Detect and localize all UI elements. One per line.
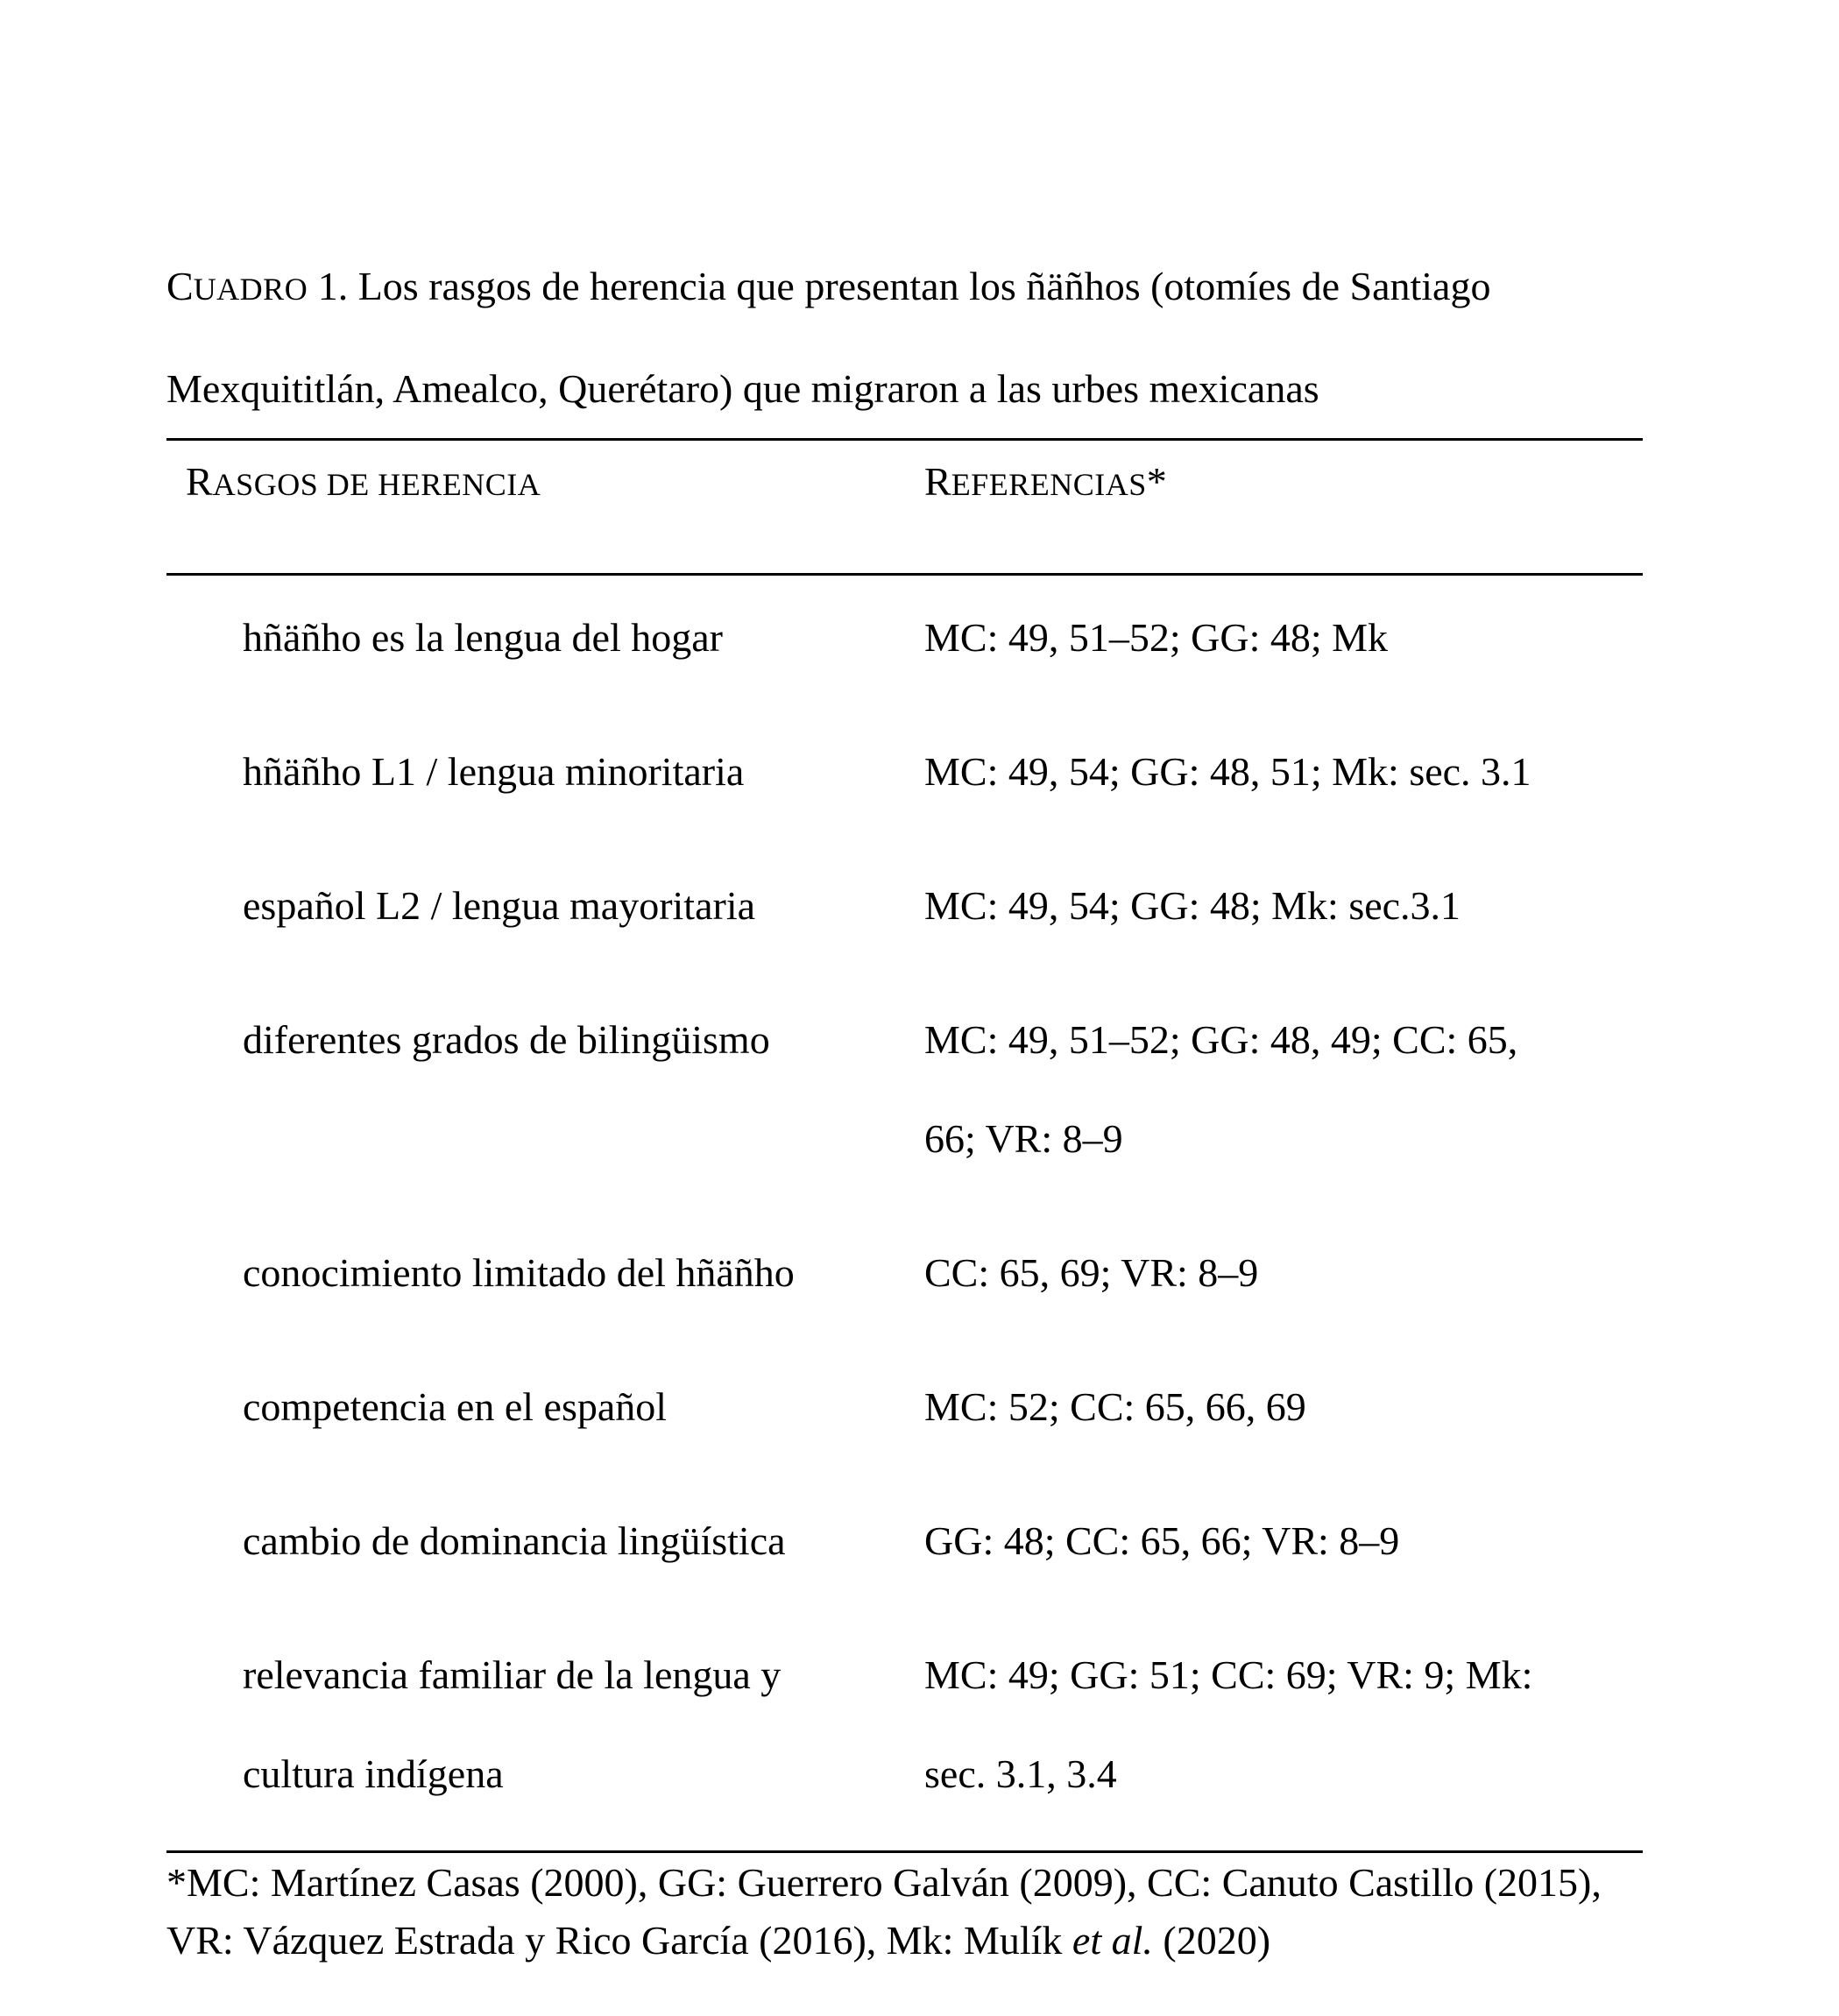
footnote-line-1: *MC: Martínez Casas (2000), GG: Guerrero Galván (2009), CC: Canuto Castillo (2015), <box>166 1860 1602 1905</box>
trait-cell <box>243 990 891 1089</box>
trait-text: hñäñho es la lengua del hogar <box>243 615 723 660</box>
caption-line-1 <box>166 237 1673 339</box>
trait-text: cultura indígena <box>243 1751 504 1796</box>
table-row <box>0 1491 1839 1625</box>
references-text: GG: 48; CC: 65, 66; VR: 8–9 <box>924 1518 1400 1563</box>
trait-cell <box>243 856 891 955</box>
header-rest: ASGOS DE HERENCIA <box>212 467 541 502</box>
caption-line-2: Mexquititlán, Amealco, Querétaro) que migraron a las urbes mexicanas <box>166 366 1319 411</box>
references-cell <box>924 990 1625 1188</box>
references-text: MC: 49, 54; GG: 48, 51; Mk: sec. 3.1 <box>924 749 1531 794</box>
trait-text: relevancia familiar de la lengua y <box>243 1652 782 1697</box>
trait-cell <box>243 1357 891 1456</box>
references-text: MC: 49, 51–52; GG: 48, 49; CC: 65, <box>924 1017 1518 1062</box>
footnote-text: (2020) <box>1152 1918 1271 1963</box>
references-text: MC: 49, 51–52; GG: 48; Mk <box>924 615 1389 660</box>
trait-cell <box>243 588 891 687</box>
table-row <box>0 1357 1839 1491</box>
trait-cell <box>243 1223 891 1322</box>
trait-text: cambio de dominancia lingüística <box>243 1518 786 1563</box>
trait-cell <box>243 1625 891 1823</box>
header-asterisk: * <box>1146 459 1167 504</box>
references-cell <box>924 856 1625 955</box>
references-cell <box>924 722 1625 821</box>
trait-text: diferentes grados de bilingüismo <box>243 1017 770 1062</box>
references-text: CC: 65, 69; VR: 8–9 <box>924 1250 1259 1295</box>
references-cell <box>924 588 1625 687</box>
references-text: 66; VR: 8–9 <box>924 1116 1123 1161</box>
references-text: MC: 49, 54; GG: 48; Mk: sec.3.1 <box>924 883 1461 928</box>
caption-text-1: Los rasgos de herencia que presentan los ñäñhos (otomíes de Santiago <box>357 264 1491 308</box>
header-initial: R <box>924 459 951 504</box>
trait-cell <box>243 722 891 821</box>
table-caption <box>166 237 1673 438</box>
caption-label-rest: UADRO <box>193 272 308 307</box>
table-row <box>0 856 1839 990</box>
table-row <box>0 588 1839 722</box>
footnote-line-2 <box>166 1912 1831 1970</box>
table-top-rule <box>166 438 1643 441</box>
table-row <box>0 722 1839 856</box>
header-initial: R <box>186 459 213 504</box>
table-footnote <box>166 1854 1831 1970</box>
table-bottom-rule <box>166 1850 1643 1853</box>
references-text: MC: 49; GG: 51; CC: 69; VR: 9; Mk: <box>924 1652 1533 1697</box>
trait-text: conocimiento limitado del hñäñho <box>243 1250 795 1295</box>
references-cell <box>924 1625 1625 1823</box>
table-body <box>0 588 1839 1858</box>
column-header-references <box>924 456 1167 511</box>
references-text: sec. 3.1, 3.4 <box>924 1751 1117 1796</box>
references-cell <box>924 1357 1625 1456</box>
column-header-traits <box>186 456 541 511</box>
trait-text: competencia en el español <box>243 1384 668 1429</box>
header-rest: EFERENCIAS <box>951 467 1147 502</box>
references-cell <box>924 1223 1625 1322</box>
footnote-text: VR: Vázquez Estrada y Rico García (2016), Mk: Mulík <box>166 1918 1072 1963</box>
references-cell <box>924 1491 1625 1590</box>
trait-cell <box>243 1491 891 1590</box>
table-row <box>0 1223 1839 1357</box>
caption-label-initial: C <box>166 264 194 308</box>
references-text: MC: 52; CC: 65, 66, 69 <box>924 1384 1306 1429</box>
trait-text: hñäñho L1 / lengua minoritaria <box>243 749 745 794</box>
table-row <box>0 990 1839 1223</box>
table-header-rule <box>166 573 1643 576</box>
table-row <box>0 1625 1839 1858</box>
caption-number: 1. <box>308 264 358 308</box>
footnote-italic: et al. <box>1072 1918 1153 1963</box>
trait-text: español L2 / lengua mayoritaria <box>243 883 756 928</box>
